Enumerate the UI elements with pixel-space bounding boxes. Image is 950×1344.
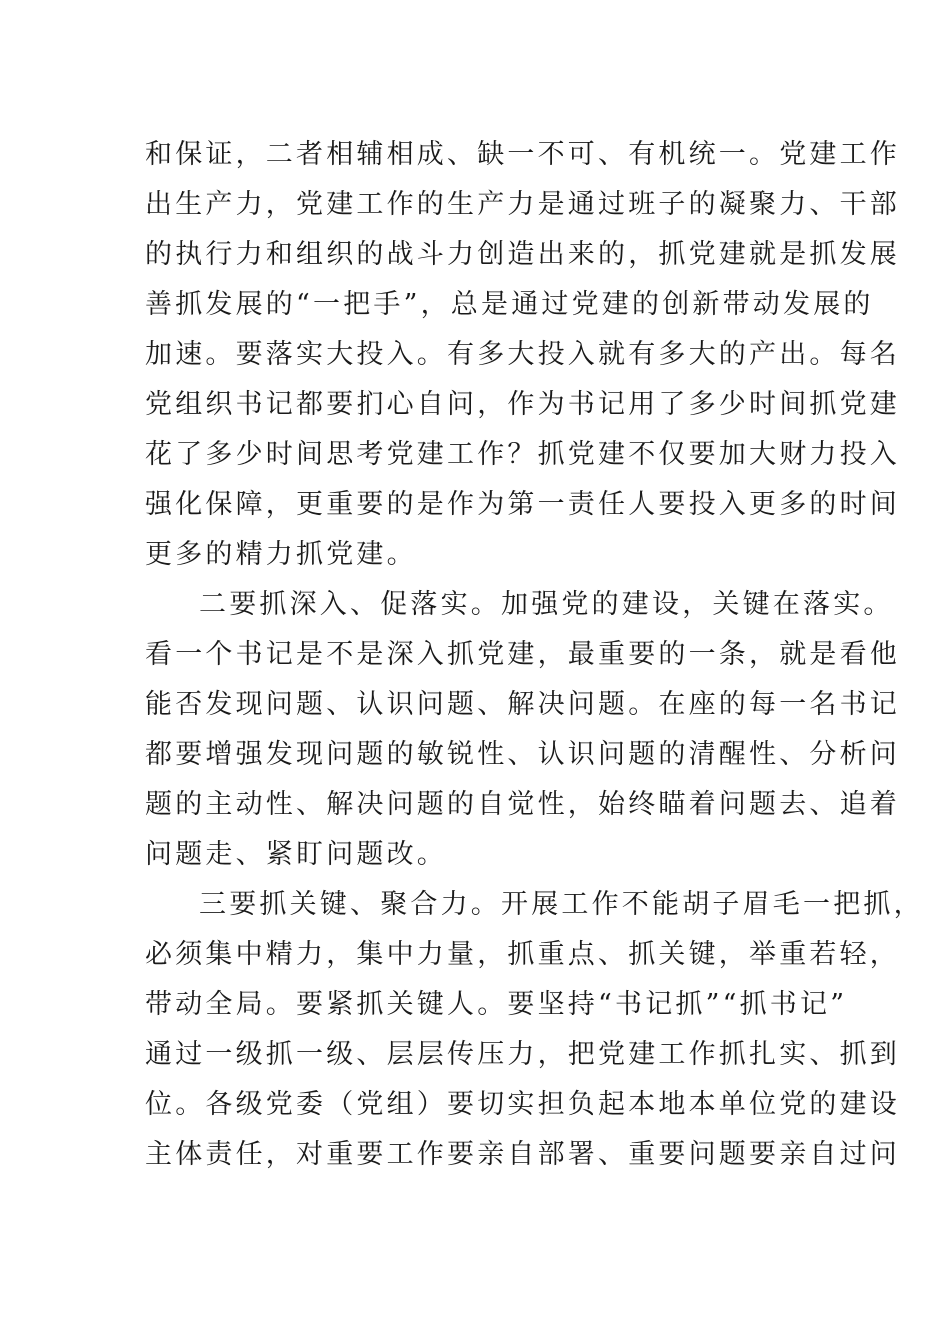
body-text (145, 130, 924, 1180)
text-line: 通过一级抓一级、层层传压力，把党建工作抓扎实、抓到 (145, 1039, 900, 1070)
text-line: 善抓发展的“一把手”，总是通过党建的创新带动发展的 (145, 289, 874, 320)
text-line: 强化保障，更重要的是作为第一责任人要投入更多的时间 (145, 489, 900, 520)
text-line: 题的主动性、解决问题的自觉性，始终瞄着问题去、追着 (145, 789, 900, 820)
text-line: 看一个书记是不是深入抓党建，最重要的一条，就是看他 (145, 639, 900, 670)
text-line: 出生产力，党建工作的生产力是通过班子的凝聚力、干部 (145, 189, 900, 220)
text-line: 都要增强发现问题的敏锐性、认识问题的清醒性、分析问 (145, 739, 900, 770)
text-line: 问题走、紧盯问题改。 (145, 839, 447, 870)
text-line: 和保证，二者相辅相成、缺一不可、有机统一。党建工作 (145, 139, 900, 170)
text-line: 的执行力和组织的战斗力创造出来的，抓党建就是抓发展 (145, 239, 900, 270)
text-line: 党组织书记都要扪心自问，作为书记用了多少时间抓党建 (145, 389, 900, 420)
text-line: 加速。要落实大投入。有多大投入就有多大的产出。每名 (145, 339, 900, 370)
text-line: 带动全局。要紧抓关键人。要坚持“书记抓”“抓书记” (145, 989, 848, 1020)
paragraph-start-line: 二要抓深入、促落实。加强党的建设，关键在落实。 (199, 589, 894, 620)
text-line: 花了多少时间思考党建工作？抓党建不仅要加大财力投入 (145, 439, 900, 470)
text-line: 主体责任，对重要工作要亲自部署、重要问题要亲自过问 (145, 1139, 900, 1170)
text-line: 能否发现问题、认识问题、解决问题。在座的每一名书记 (145, 689, 900, 720)
text-line: 位。各级党委（党组）要切实担负起本地本单位党的建设 (145, 1089, 900, 1120)
paragraph-start-line: 三要抓关键、聚合力。开展工作不能胡子眉毛一把抓， (199, 889, 924, 920)
text-line: 必须集中精力，集中力量，抓重点、抓关键，举重若轻， (145, 939, 900, 970)
text-line: 更多的精力抓党建。 (145, 539, 417, 570)
